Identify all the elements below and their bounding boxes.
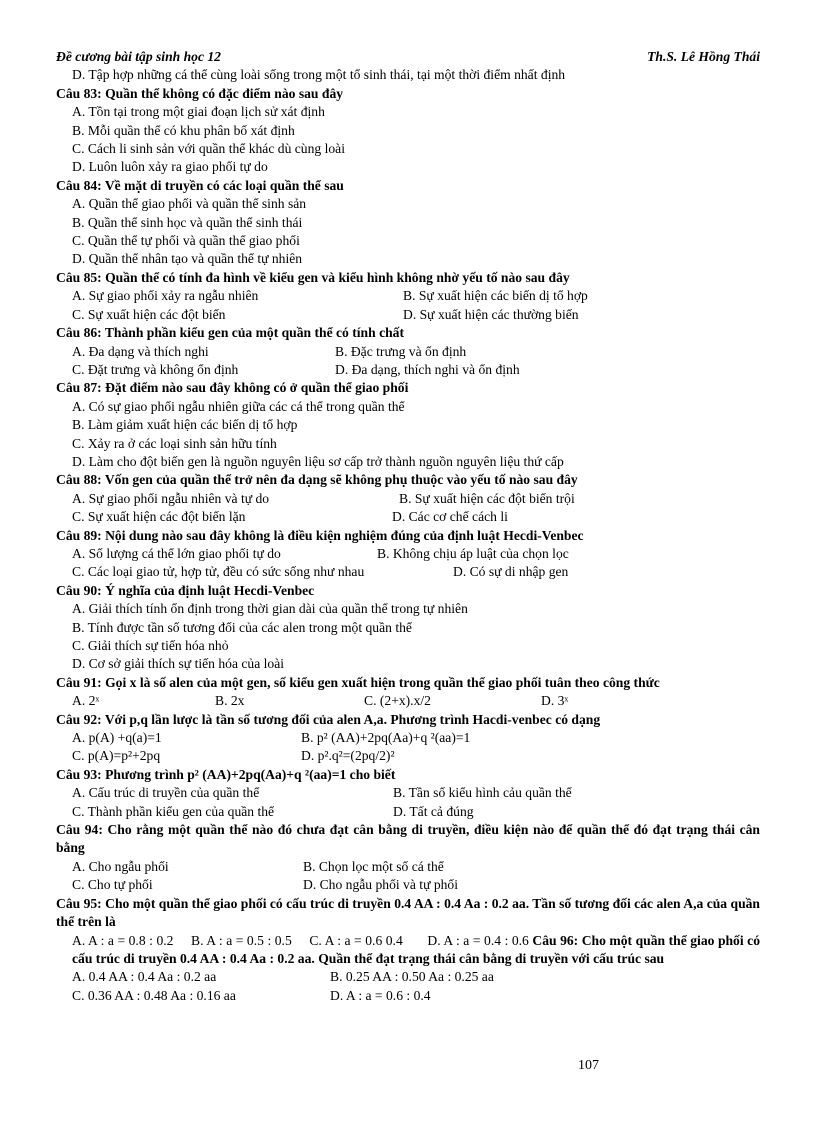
- question-85: Câu 85: Quần thể có tính đa hình về kiểu gen và kiểu hình không nhờ yếu tố nào sau đây: [56, 269, 570, 285]
- option-row: [56, 343, 760, 361]
- question-94: Câu 94: Cho rằng một quần thể nào đó chưa đạt cân bằng di truyền, điều kiện nào để quần thể đó đạt trạng thái cân bằng: [56, 822, 760, 856]
- option-d: D. Đa dạng, thích nghi và ổn định: [335, 361, 520, 377]
- option-c: C. 0.36 AA : 0.48 Aa : 0.16 aa: [72, 987, 236, 1003]
- option-d: D. Luôn luôn xảy ra giao phối tự do: [72, 159, 268, 175]
- option-b: B. 0.25 AA : 0.50 Aa : 0.25 aa: [330, 969, 494, 985]
- question-91: Câu 91: Gọi x là số alen của một gen, số kiểu gen xuất hiện trong quần thể giao phối tuân theo công thức: [56, 674, 660, 690]
- option-a: A. Sự giao phối xảy ra ngẫu nhiên: [72, 288, 259, 304]
- question-95-options: A. A : a = 0.8 : 0.2 B. A : a = 0.5 : 0.5 C. A : a = 0.6 0.4 D. A : a = 0.4 : 0.6: [72, 932, 529, 948]
- option-b: B. Quần thể sinh học và quần thể sinh thái: [72, 214, 303, 230]
- question-87: Câu 87: Đặt điểm nào sau đây không có ở quần thể giao phối: [56, 380, 409, 396]
- option-row: [56, 563, 760, 581]
- option-a: A. Có sự giao phối ngẫu nhiên giữa các cá thể trong quần thể: [72, 398, 405, 414]
- option-c: C. Xảy ra ở các loại sinh sản hữu tính: [72, 435, 277, 451]
- question-84: Câu 84: Về mặt di truyền có các loại quần thể sau: [56, 177, 344, 193]
- option-c: C. Giải thích sự tiến hóa nhỏ: [72, 638, 229, 653]
- page-header: [56, 48, 760, 66]
- option-a: A. Sự giao phối ngẫu nhiên và tự do: [72, 490, 270, 506]
- option-b: B. Tần số kiểu hình cảu quần thể: [393, 785, 572, 801]
- option-row: [56, 508, 760, 526]
- option-row: [56, 968, 760, 986]
- option-row: [56, 490, 760, 508]
- option-b: B. Sự xuất hiện các đột biến trội: [399, 490, 575, 506]
- option-row: [56, 692, 760, 710]
- option-c: C. Quần thể tự phối và quần thể giao phối: [72, 233, 300, 249]
- option-row: [56, 287, 760, 305]
- option-c: C. Các loại giao tử, hợp tử, đều có sức sống như nhau: [72, 564, 365, 580]
- option-a: A. 2ˣ: [72, 693, 100, 709]
- option-row: [56, 747, 760, 765]
- option-a: A. 0.4 AA : 0.4 Aa : 0.2 aa: [72, 969, 217, 985]
- option-b: B. p² (AA)+2pq(Aa)+q ²(aa)=1: [301, 730, 471, 746]
- option-d: D. Cho ngẫu phối và tự phối: [303, 877, 459, 893]
- option-c: C. Đặt trưng và không ổn định: [72, 361, 239, 377]
- option-d: D. p².q²=(2pq/2)²: [301, 748, 395, 764]
- page-number: 107: [578, 1058, 599, 1073]
- option-b: B. Không chịu áp luật của chọn lọc: [377, 545, 569, 561]
- option-a: A. Giải thích tính ổn định trong thời gian dài của quần thể trong tự nhiên: [72, 601, 468, 617]
- option-row: [56, 987, 760, 1005]
- document-page: [56, 48, 760, 1005]
- option-a: A. Quần thể giao phối và quần thể sinh sản: [72, 196, 307, 212]
- option-row: [56, 876, 760, 894]
- question-93: Câu 93: Phương trình p² (AA)+2pq(Aa)+q ²(aa)=1 cho biết: [56, 766, 396, 782]
- question-88: Câu 88: Vốn gen của quần thể trở nên đa dạng sẽ không phụ thuộc vào yếu tố nào sau đây: [56, 472, 578, 488]
- option-row: [56, 545, 760, 563]
- option-row: [56, 306, 760, 324]
- option-d: D. 3ˣ: [541, 693, 569, 709]
- option-d: D. A : a = 0.6 : 0.4: [330, 987, 431, 1003]
- option-a: A. Cấu trúc di truyền của quần thể: [72, 785, 260, 801]
- option-b: B. Mỗi quần thể có khu phân bố xát định: [72, 122, 295, 138]
- option-d: D. Cơ sở giải thích sự tiến hóa của loài: [72, 656, 285, 672]
- option-b: B. Chọn lọc một số cá thể: [303, 858, 444, 874]
- question-96: Câu 96: Cho một quần thể giao phối có cấu trúc di truyền 0.4 AA : 0.4 Aa : 0.2 aa. Quần thể đạt trạng thái cân bằng di truyền với cấu trúc sau: [72, 932, 760, 966]
- option-c: C. Sự xuất hiện các đột biến: [72, 306, 226, 322]
- question-95-answers-and-question-96: [56, 932, 760, 969]
- question-92: Câu 92: Với p,q lần lược là tần số tương đối của alen A,a. Phương trình Hacdi-venbec có dạng: [56, 711, 601, 727]
- option-c: C. p(A)=p²+2pq: [72, 748, 161, 764]
- continued-option: D. Tập hợp những cá thể cùng loài sống trong một tổ sinh thái, tại một thời điểm nhất định: [72, 67, 566, 83]
- option-d: D. Quần thể nhân tạo và quần thể tự nhiên: [72, 251, 303, 267]
- option-b: B. Làm giảm xuất hiện các biến dị tổ hợp: [72, 417, 298, 433]
- option-row: [56, 803, 760, 821]
- option-a: A. Đa dạng và thích nghi: [72, 343, 209, 359]
- option-a: A. Tồn tại trong một giai đoạn lịch sử xát định: [72, 104, 325, 120]
- option-a: A. p(A) +q(a)=1: [72, 730, 162, 746]
- option-a: A. Số lượng cá thể lớn giao phối tự do: [72, 545, 281, 561]
- option-c: C. Cách li sinh sản với quần thể khác dù cùng loài: [72, 141, 345, 157]
- option-row: [56, 784, 760, 802]
- question-95: Câu 95: Cho một quần thể giao phối có cấu trúc di truyền 0.4 AA : 0.4 Aa : 0.2 aa. Tần số tương đối các alen A,a của quần thể trên là: [56, 895, 760, 930]
- option-c: C. Cho tự phối: [72, 877, 153, 893]
- option-d: D. Làm cho đột biến gen là nguồn nguyên liệu sơ cấp trở thành nguồn nguyên liệu thứ cấp: [72, 453, 564, 469]
- option-d: D. Tất cả đúng: [393, 803, 474, 819]
- option-b: B. Tính được tần số tương đối của các alen trong một quần thể: [72, 619, 412, 635]
- option-b: B. Sự xuất hiện các biến dị tổ hợp: [403, 288, 588, 304]
- option-b: B. Đặc trưng và ổn định: [335, 343, 467, 359]
- question-86: Câu 86: Thành phần kiểu gen của một quần thể có tính chất: [56, 325, 404, 341]
- question-83: Câu 83: Quần thể không có đặc điểm nào sau đây: [56, 85, 344, 101]
- option-c: C. (2+x).x/2: [364, 693, 431, 709]
- option-row: [56, 858, 760, 876]
- option-row: [56, 729, 760, 747]
- option-b: B. 2x: [215, 693, 245, 709]
- option-c: C. Thành phần kiểu gen của quần thể: [72, 803, 275, 819]
- question-90: Câu 90: Ý nghĩa của định luật Hecdi-Venbec: [56, 582, 315, 598]
- header-title: Đề cương bài tập sinh học 12: [56, 49, 221, 64]
- header-author: Th.S. Lê Hồng Thái: [647, 49, 760, 64]
- option-d: D. Có sự di nhập gen: [453, 564, 569, 580]
- option-c: C. Sự xuất hiện các đột biến lặn: [72, 509, 246, 525]
- option-a: A. Cho ngẫu phối: [72, 858, 169, 874]
- option-d: D. Sự xuất hiện các thường biến: [403, 306, 579, 322]
- option-d: D. Các cơ chế cách li: [392, 509, 508, 525]
- option-row: [56, 361, 760, 379]
- question-89: Câu 89: Nội dung nào sau đây không là điều kiện nghiệm đúng của định luật Hecdi-Venbec: [56, 527, 584, 543]
